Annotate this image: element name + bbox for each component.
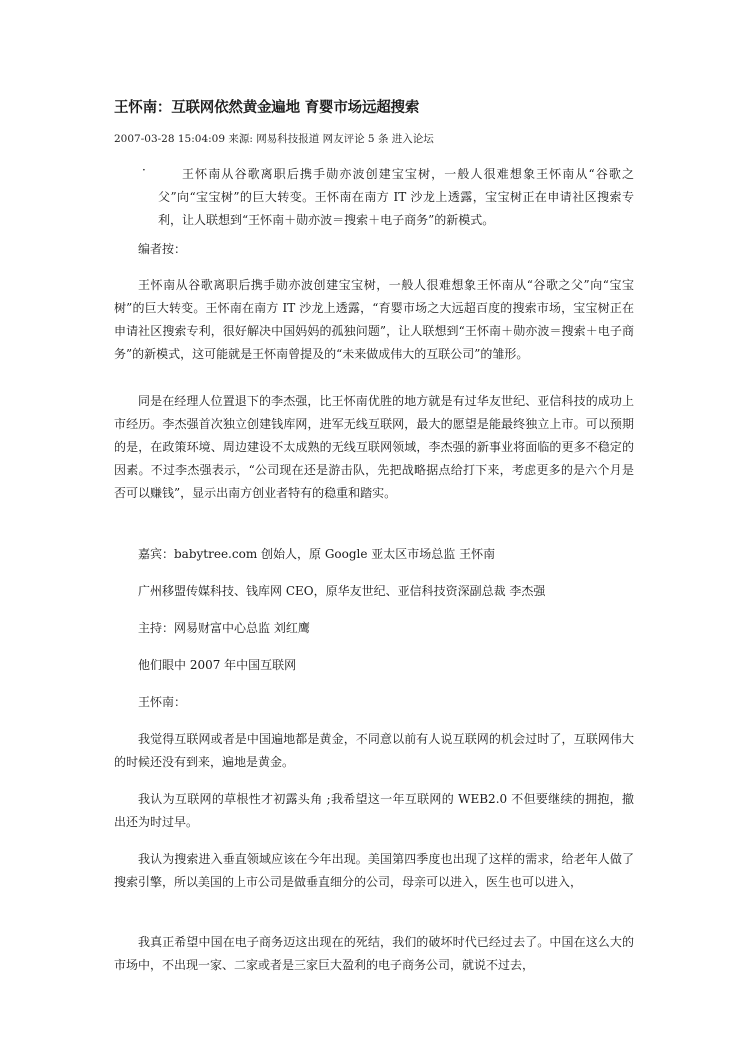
paragraph: [114, 543, 634, 566]
guest-wang-huainan: 嘉宾：babytree.com 创始人，原 Google 亚太区市场总监 王怀南: [138, 547, 496, 561]
paragraph: [114, 390, 634, 505]
summary-bullet: ·: [142, 163, 146, 177]
paragraph: [114, 848, 634, 894]
paragraph: [114, 788, 634, 834]
paragraph-vertical-search: 我认为搜索进入垂直领域应该在今年出现。美国第四季度也出现了这样的需求，给老年人做了搜索引擎，所以美国的上市公司是做垂直细分的公司，母亲可以进入，医生也可以进入，: [114, 852, 634, 889]
editor-note-label: 编者按：: [138, 242, 187, 256]
paragraph: [114, 274, 634, 366]
paragraph-grassroots: 我认为互联网的草根性才初露头角 ;我希望这一年互联网的 WEB2.0 不但要继续的拥抱，撤出还为时过早。: [114, 792, 634, 829]
paragraph: [114, 238, 634, 261]
paragraph-li-jieqiang: 同是在经理人位置退下的李杰强，比王怀南优胜的地方就是有过华友世纪、亚信科技的成功上市经历。李杰强首次独立创建钱库网，进军无线互联网，最大的愿望是能最终独立上市。可以预期的是，在政策环境、周边建设不太成熟的无线互联网领域，李杰强的新事业将面临的更多不稳定的因素。不过李杰强表示，“公司现在还是游击队，先把战略据点给打下来，考虑更多的是六个月是否可以赚钱”，显示出南方创业者特有的稳重和踏实。: [114, 394, 634, 500]
article-meta: 2007-03-28 15:04:09 来源: 网易科技报道 网友评论 5 条 进入论坛: [114, 133, 434, 145]
section-heading: 他们眼中 2007 年中国互联网: [138, 658, 297, 672]
paragraph-editor-note: 王怀南从谷歌离职后携手勋亦波创建宝宝树，一般人很难想象王怀南从“谷歌之父”向“宝宝树”的巨大转变。王怀南在南方 IT 沙龙上透露，“育婴市场之大远超百度的搜索市场，宝宝树正在申请社区搜索专利，很好解决中国妈妈的孤独问题”，让人联想到“王怀南＋勋亦波＝搜索＋电子商务”的新模式，这可能就是王怀南曾提及的“未来做成伟大的互联公司”的雏形。: [114, 278, 634, 361]
guest-li-jieqiang: 广州移盟传媒科技、钱库网 CEO，原华友世纪、亚信科技资深副总裁 李杰强: [138, 584, 546, 598]
paragraph: [114, 728, 634, 774]
summary-text: 王怀南从谷歌离职后携手勋亦波创建宝宝树，一般人很难想象王怀南从“谷歌之父”向“宝宝树”的巨大转变。王怀南在南方 IT 沙龙上透露，宝宝树正在申请社区搜索专利，让人联想到“王怀南＋勋亦波＝搜索＋电子商务”的新模式。: [158, 167, 634, 227]
article-title: 王怀南：互联网依然黄金遍地 育婴市场远超搜索: [114, 100, 420, 116]
paragraph: [114, 580, 634, 603]
host-liu-hongying: 主持：网易财富中心总监 刘红鹰: [138, 621, 310, 635]
paragraph-gold: 我觉得互联网或者是中国遍地都是黄金，不同意以前有人说互联网的机会过时了，互联网伟大的时候还没有到来，遍地是黄金。: [114, 732, 634, 769]
paragraph: [114, 691, 634, 714]
paragraph: [114, 654, 634, 677]
article-summary: [114, 163, 634, 232]
paragraph: [114, 931, 634, 977]
speaker-label: 王怀南：: [138, 695, 187, 709]
paragraph-ecommerce: 我真正希望中国在电子商务迈这出现在的死结，我们的破坏时代已经过去了。中国在这么大的市场中，不出现一家、二家或者是三家巨大盈利的电子商务公司，就说不过去，: [114, 935, 634, 972]
paragraph: [114, 617, 634, 640]
